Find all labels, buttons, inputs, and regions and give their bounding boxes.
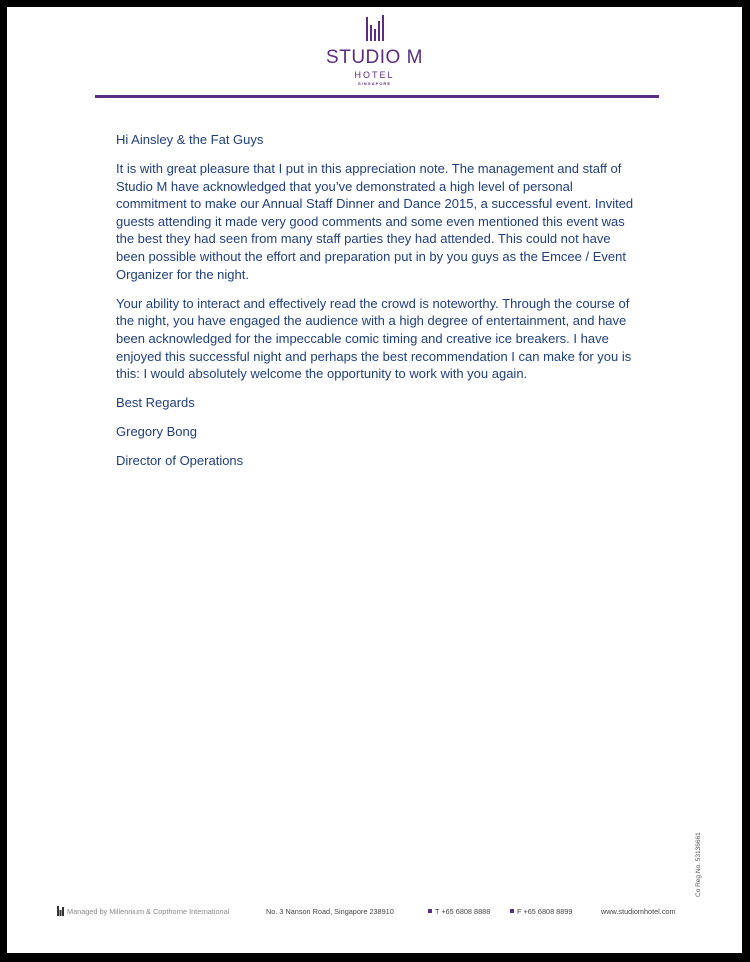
fax-text: F +65 6808 8899 (517, 907, 573, 916)
footer-managed-by: Managed by Millennium & Copthorne International (67, 907, 230, 916)
telephone-text: T +65 6808 8888 (435, 907, 491, 916)
footer-telephone (428, 907, 490, 916)
footer-logo-icon (57, 906, 64, 916)
footer (57, 907, 697, 921)
footer-fax (510, 907, 572, 916)
letter-body (116, 131, 641, 482)
paragraph-2: Your ability to interact and effectively read the crowd is noteworthy. Through the course of the night, you have engaged the audience with a high degree of entertainment, and have been acknowledged for the impeccable comic timing and creative ice breakers. I have enjoyed this successful night and perhaps the best recommendation I can make for you is this: I would absolutely welcome the opportunity to work with you again. (116, 295, 632, 382)
studio-m-logo-icon (365, 15, 385, 41)
header-divider (95, 95, 659, 98)
footer-website: www.studiomhotel.com (601, 907, 676, 916)
bullet-square-icon (428, 909, 432, 913)
company-registration (692, 827, 702, 897)
greeting: Hi Ainsley & the Fat Guys (116, 132, 264, 147)
company-reg-text: Co Reg No. 53136661 (695, 832, 702, 897)
brand-hotel: HOTEL (354, 70, 395, 80)
letterhead-logo (7, 15, 742, 87)
signatory-title: Director of Operations (116, 453, 244, 469)
letter-page (7, 7, 742, 953)
brand-name: STUDIO M (326, 47, 423, 68)
paragraph-1: It is with great pleasure that I put in this appreciation note. The management and staff of Studio M have acknowledged that you’ve demonstrated a high level of personal commitment to make our Annual Staff Dinner and Dance 2015, a successful event. Invited guests attending it made very good comments and some even mentioned this event was the best they had seen from many staff parties they had attended. This could not have been possible without the effort and preparation put in by you guys as the Emcee / Event Organizer for the night. (116, 161, 634, 282)
closing: Best Regards (116, 395, 195, 411)
signatory-name: Gregory Bong (116, 424, 197, 440)
footer-address: No. 3 Nanson Road, Singapore 238910 (266, 907, 394, 916)
brand-city: SINGAPORE (357, 81, 391, 86)
bullet-square-icon (510, 909, 514, 913)
